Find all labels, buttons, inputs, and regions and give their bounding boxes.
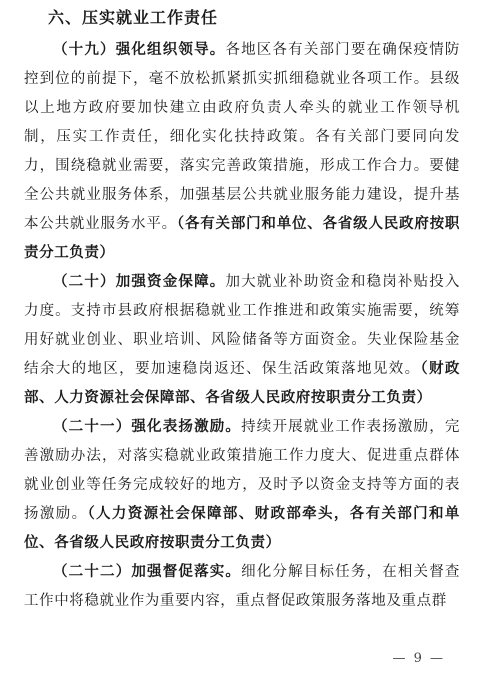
paragraph-19 bbox=[24, 36, 460, 268]
paragraph-19-body: 各地区各有关部门要在确保疫情防控到位的前提下，毫不放松抓紧抓实抓细稳就业各项工作。县级以上地方政府要加快建立由政府负责人牵头的就业工作领导机制，压实工作责任，细化实化扶持政策。各有关部门要同向发力，围绕稳就业需要，落实完善政策措施，形成工作合力。要健全公共就业服务体系，加强基层公共就业服务能力建设，提升基本公共就业服务水平。 bbox=[24, 42, 460, 232]
paragraph-20-responsibility: （财政部、人力资源社会保障部、各省级人民政府按职责分工负责） bbox=[24, 361, 460, 406]
paragraph-20 bbox=[24, 268, 460, 413]
paragraph-19-responsibility: （各有关部门和单位、各省级人民政府按职责分工负责） bbox=[24, 216, 461, 261]
paragraph-20-body: 加大就业补助资金和稳岗补贴投入力度。支持市县政府根据稳就业工作推进和政策实施需要，统筹用好就业创业、职业培训、风险储备等方面资金。失业保险基金结余大的地区，要加速稳岗返还、保生活政策落地见效。 bbox=[24, 274, 460, 377]
paragraph-21-body: 持续开展就业工作表扬激励，完善激励办法，对落实稳就业政策措施工作力度大、促进重点群体就业创业等任务完成较好的地方，及时予以资金支持等方面的表扬激励。 bbox=[24, 419, 460, 522]
page-number: — 9 — bbox=[392, 651, 445, 666]
document-body bbox=[24, 36, 460, 616]
paragraph-22-body: 细化分解目标任务，在相关督查工作中将稳就业作为重要内容，重点督促政策服务落地及重点群 bbox=[24, 564, 460, 609]
paragraph-21 bbox=[24, 413, 460, 558]
paragraph-22 bbox=[24, 558, 460, 616]
paragraph-22-heading: （二十二）加强督促落实。 bbox=[53, 564, 242, 580]
section-title: 六、压实就业工作责任 bbox=[48, 8, 219, 27]
paragraph-19-heading: （十九）强化组织领导。 bbox=[53, 42, 226, 58]
paragraph-21-responsibility: （人力资源社会保障部、财政部牵头，各有关部门和单位、各省级人民政府按职责分工负责） bbox=[24, 506, 460, 551]
paragraph-21-heading: （二十一）强化表扬激励。 bbox=[53, 419, 242, 435]
paragraph-20-heading: （二十）加强资金保障。 bbox=[53, 274, 226, 290]
